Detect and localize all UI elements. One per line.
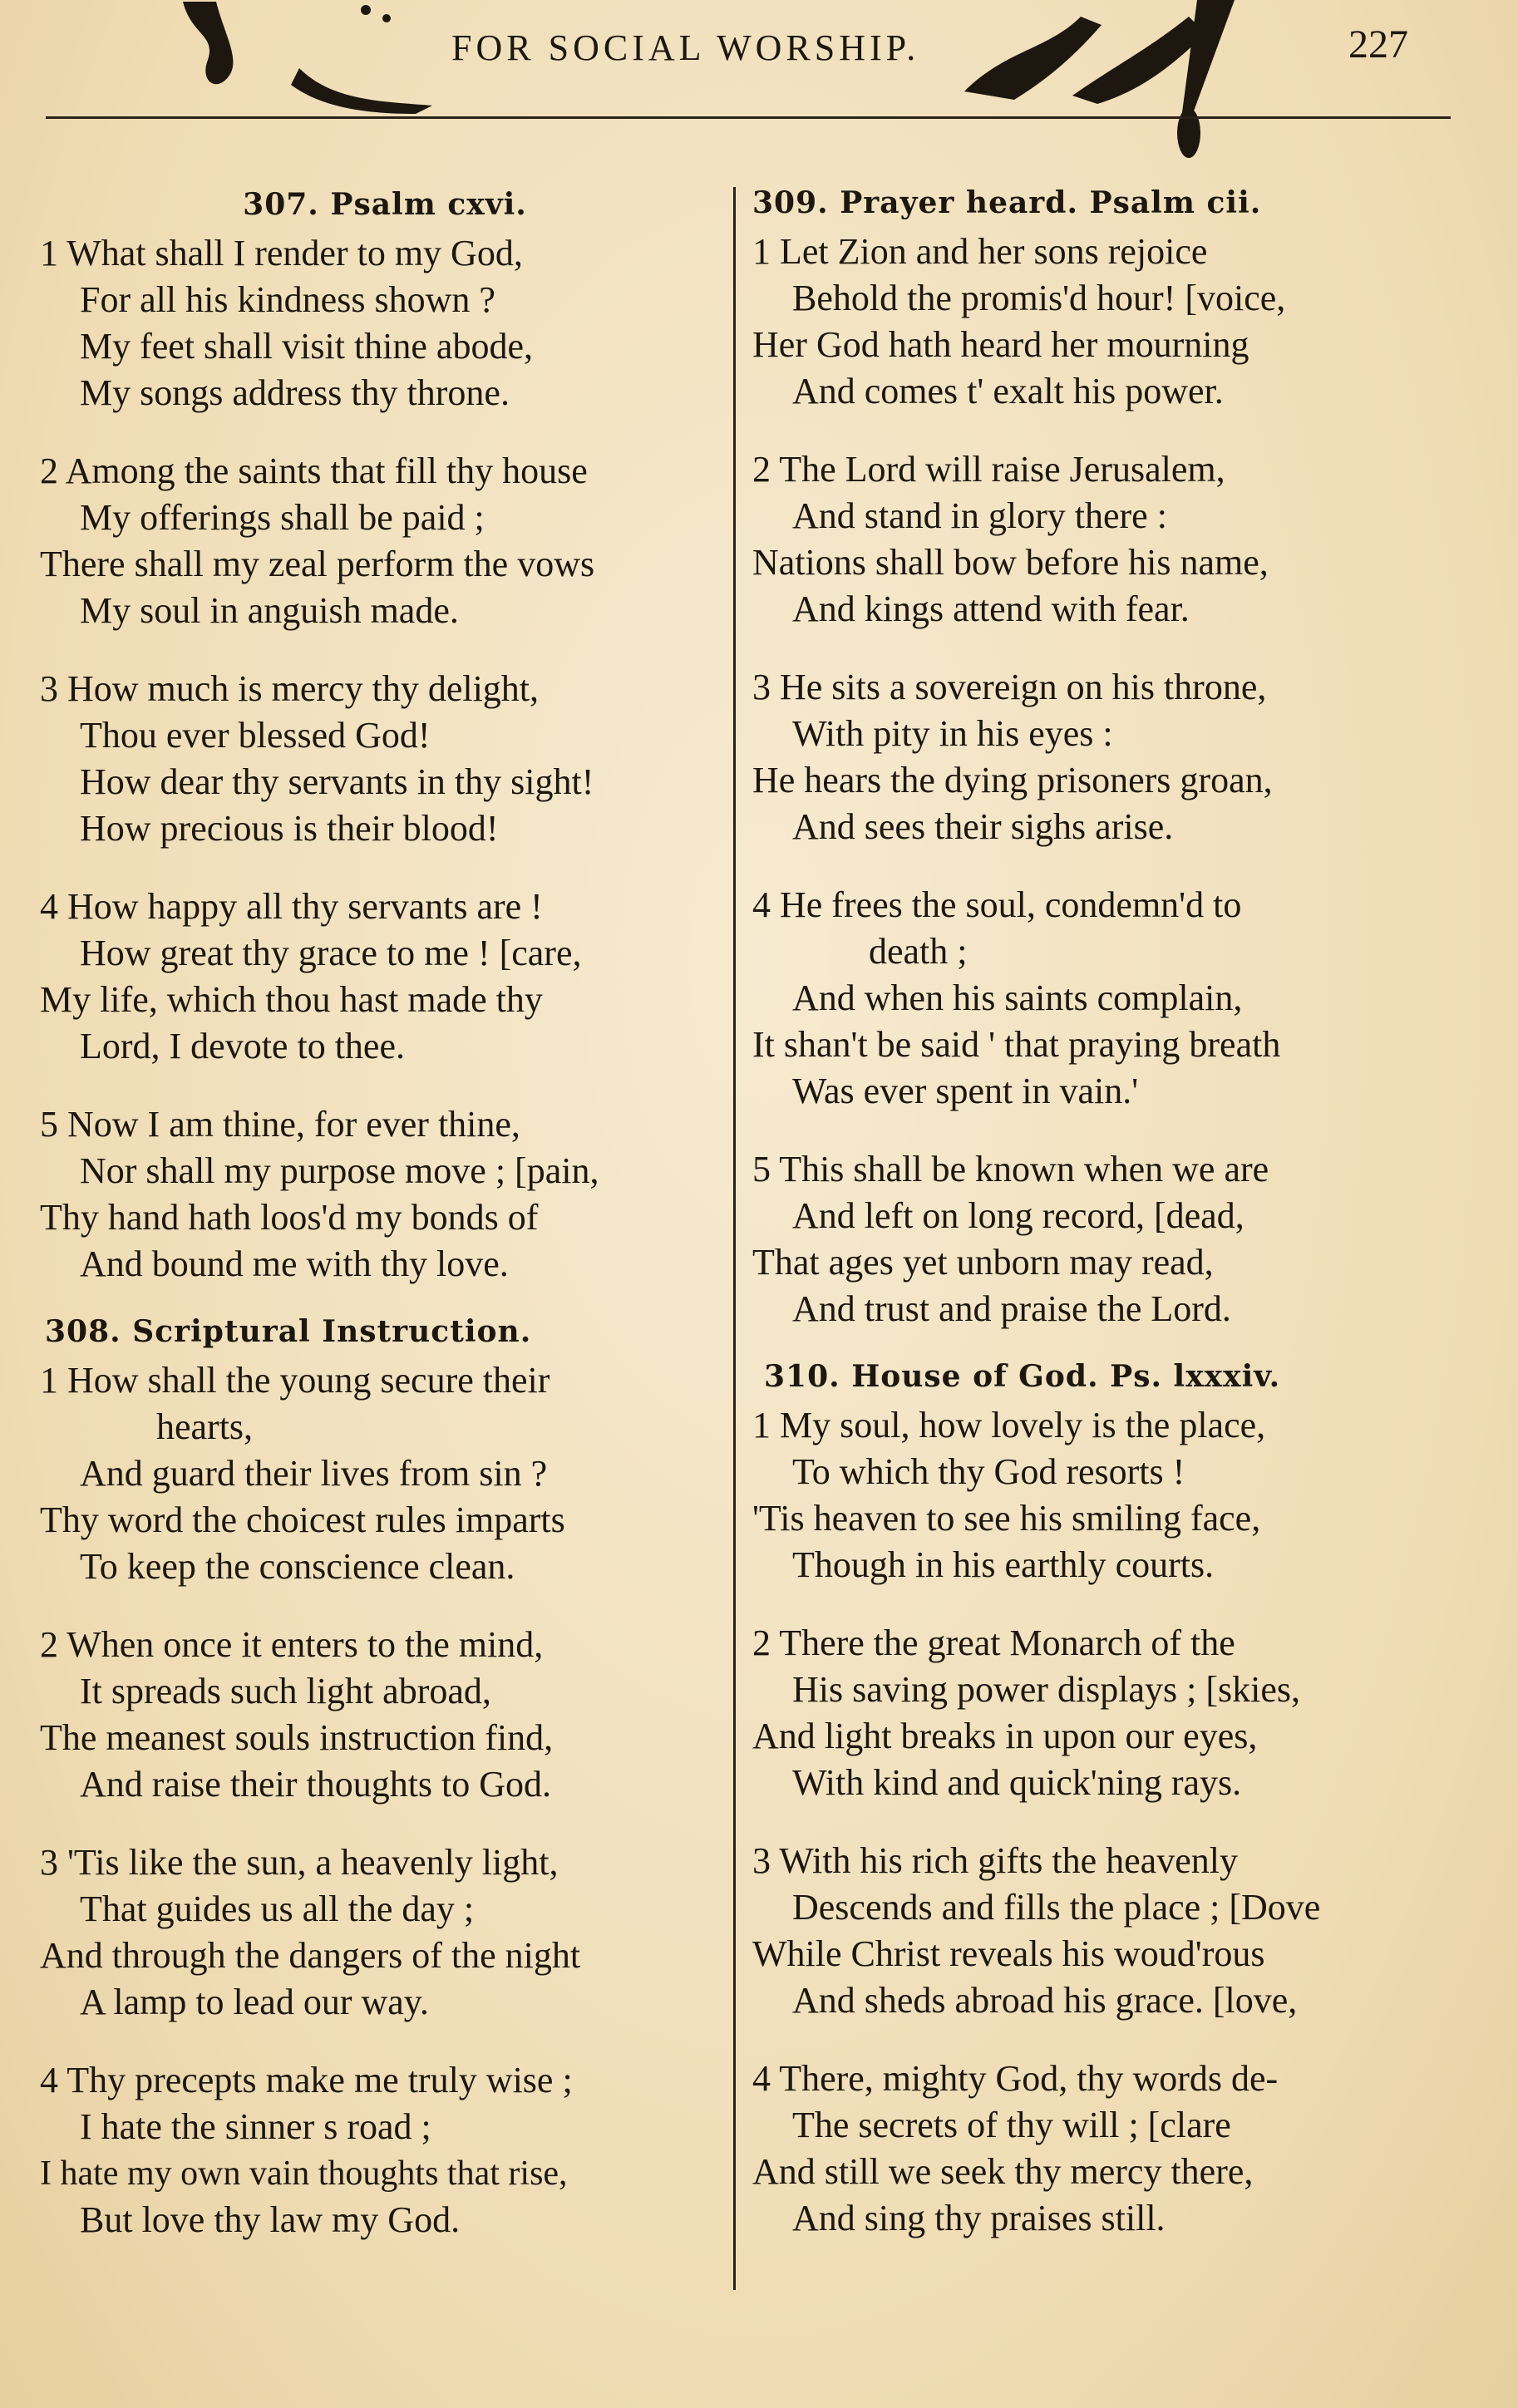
- verse: [752, 229, 1434, 415]
- verse-line: Thy word the choicest rules imparts: [40, 1499, 565, 1540]
- verse-line: His saving power displays ; [skies,: [792, 1669, 1301, 1710]
- verse-line: That ages yet unborn may read,: [752, 1242, 1214, 1283]
- verse-line: 3 With his rich gifts the heavenly: [752, 1840, 1238, 1881]
- left-column: [40, 170, 730, 2275]
- verse-line: Nations shall bow before his name,: [752, 542, 1269, 583]
- hymn-heading: 307. Psalm cxvi.: [243, 187, 527, 222]
- verse-line: And bound me with thy love.: [80, 1243, 509, 1284]
- verse: [40, 2057, 730, 2243]
- verse-line: And guard their lives from sin ?: [80, 1453, 548, 1494]
- verse-line: And raise their thoughts to God.: [80, 1764, 552, 1805]
- verse-line: Her God hath heard her mourning: [752, 324, 1249, 365]
- verse-line: Nor shall my purpose move ; [pain,: [80, 1150, 599, 1191]
- verse-line: With pity in his eyes :: [792, 713, 1113, 754]
- verse-line: 1 Let Zion and her sons rejoice: [752, 231, 1208, 272]
- verse-line: And left on long record, [dead,: [792, 1195, 1244, 1236]
- verse: [752, 446, 1434, 633]
- verse-line: And through the dangers of the night: [40, 1935, 581, 1976]
- verse-line: And comes t' exalt his power.: [792, 371, 1224, 411]
- verse-line: I hate the sinner s road ;: [80, 2106, 431, 2147]
- running-title: FOR SOCIAL WORSHIP.: [451, 27, 920, 68]
- hymn-heading: 308. Scriptural Instruction.: [45, 1314, 532, 1349]
- verse-line: 5 This shall be known when we are: [752, 1149, 1269, 1189]
- verse-line: But love thy law my God.: [80, 2199, 461, 2240]
- verse-line: My feet shall visit thine abode,: [80, 326, 533, 367]
- ink-flourish-right-icon: [956, 0, 1305, 166]
- verse: [752, 1402, 1434, 1588]
- right-column: [752, 170, 1434, 2273]
- hymn-heading: 309. Prayer heard. Psalm cii.: [752, 185, 1262, 220]
- verse: [40, 1622, 730, 1808]
- verse-line: It spreads such light abroad,: [80, 1671, 491, 1711]
- verse-line: 3 How much is mercy thy delight,: [40, 668, 540, 709]
- verse: [40, 448, 730, 634]
- verse-line: 1 How shall the young secure their: [40, 1360, 550, 1401]
- header-rule: [46, 116, 1451, 119]
- verse: [40, 1101, 730, 1288]
- verse-line: Descends and fills the place ; [Dove: [792, 1887, 1321, 1928]
- verse: [752, 1146, 1434, 1332]
- hymn-308: [40, 1314, 730, 2243]
- verse-line: hearts,: [156, 1406, 254, 1447]
- verse-line: And stand in glory there :: [792, 495, 1167, 536]
- verse-line: And sheds abroad his grace. [love,: [792, 1980, 1298, 2021]
- verse-line: My offerings shall be paid ;: [80, 497, 485, 538]
- verse-line: My soul in anguish made.: [80, 590, 459, 631]
- verse-line: 3 He sits a sovereign on his throne,: [752, 667, 1267, 707]
- verse: [752, 664, 1434, 850]
- verse-line: 5 Now I am thine, for ever thine,: [40, 1104, 520, 1145]
- column-divider: [733, 187, 736, 2290]
- verse-line: And trust and praise the Lord.: [792, 1288, 1231, 1329]
- verse-line: 2 The Lord will raise Jerusalem,: [752, 449, 1225, 490]
- verse-line: 2 There the great Monarch of the: [752, 1623, 1235, 1663]
- verse-line: A lamp to lead our way.: [80, 1982, 429, 2022]
- verse-line: And sees their sighs arise.: [792, 806, 1174, 847]
- page-header: [0, 18, 1518, 126]
- verse-line: Lord, I devote to thee.: [80, 1026, 405, 1066]
- verse-line: And sing thy praises still.: [792, 2198, 1166, 2238]
- verse-line: While Christ reveals his woud'rous: [752, 1933, 1265, 1974]
- verse: [752, 882, 1434, 1115]
- verse-line: Thy hand hath loos'd my bonds of: [40, 1197, 539, 1238]
- verse-line: My songs address thy throne.: [80, 372, 510, 413]
- hymn-309: [752, 185, 1434, 1332]
- verse-line: And still we seek thy mercy there,: [752, 2151, 1254, 2192]
- verse-line: How precious is their blood!: [80, 808, 499, 849]
- verse-line: There shall my zeal perform the vows: [40, 544, 595, 584]
- verse: [752, 1838, 1434, 2024]
- verse-line: And when his saints complain,: [792, 977, 1243, 1018]
- verse-line: For all his kindness shown ?: [80, 279, 495, 320]
- verse-line: Behold the promis'd hour! [voice,: [792, 278, 1286, 318]
- verse: [752, 1620, 1434, 1806]
- verse-line: Though in his earthly courts.: [792, 1544, 1215, 1585]
- verse-line: To keep the conscience clean.: [80, 1546, 515, 1587]
- verse-line: How dear thy servants in thy sight!: [80, 761, 594, 802]
- verse-line: That guides us all the day ;: [80, 1888, 475, 1929]
- verse: [40, 884, 730, 1070]
- verse: [40, 1357, 730, 1590]
- verse: [40, 666, 730, 852]
- verse-line: And light breaks in upon our eyes,: [752, 1716, 1258, 1756]
- hymn-310: [752, 1359, 1434, 2242]
- verse-line: death ;: [869, 931, 968, 972]
- verse-line: 2 Among the saints that fill thy house: [40, 451, 588, 491]
- verse-line: How great thy grace to me ! [care,: [80, 933, 582, 973]
- verse-line: 2 When once it enters to the mind,: [40, 1624, 544, 1665]
- page-number: 227: [1348, 22, 1408, 66]
- verse-line: 'Tis heaven to see his smiling face,: [752, 1498, 1261, 1539]
- verse: [752, 2056, 1434, 2242]
- verse-line: With kind and quick'ning rays.: [792, 1762, 1242, 1803]
- verse: [40, 1839, 730, 2026]
- verse-line: 1 What shall I render to my God,: [40, 233, 523, 273]
- verse-line: 4 There, mighty God, thy words de-: [752, 2058, 1279, 2099]
- verse-line: And kings attend with fear.: [792, 588, 1190, 629]
- verse-line: The secrets of thy will ; [clare: [792, 2105, 1231, 2145]
- hymn-307: [40, 187, 730, 1288]
- verse-line: Was ever spent in vain.': [792, 1071, 1139, 1111]
- verse-line: To which thy God resorts !: [792, 1451, 1185, 1492]
- verse-line: 3 'Tis like the sun, a heavenly light,: [40, 1842, 559, 1883]
- verse-line: I hate my own vain thoughts that rise,: [40, 2154, 568, 2193]
- verse-line: My life, which thou hast made thy: [40, 979, 543, 1020]
- verse-line: He hears the dying prisoners groan,: [752, 760, 1273, 800]
- verse-line: The meanest souls instruction find,: [40, 1717, 554, 1758]
- verse-line: 1 My soul, how lovely is the place,: [752, 1405, 1266, 1445]
- verse: [40, 230, 730, 416]
- verse-line: It shan't be said ' that praying breath: [752, 1024, 1281, 1065]
- verse-line: 4 How happy all thy servants are !: [40, 886, 543, 927]
- verse-line: 4 He frees the soul, condemn'd to: [752, 884, 1242, 925]
- hymn-heading: 310. House of God. Ps. lxxxiv.: [764, 1359, 1281, 1394]
- verse-line: Thou ever blessed God!: [80, 715, 431, 756]
- verse-line: 4 Thy precepts make me truly wise ;: [40, 2060, 573, 2100]
